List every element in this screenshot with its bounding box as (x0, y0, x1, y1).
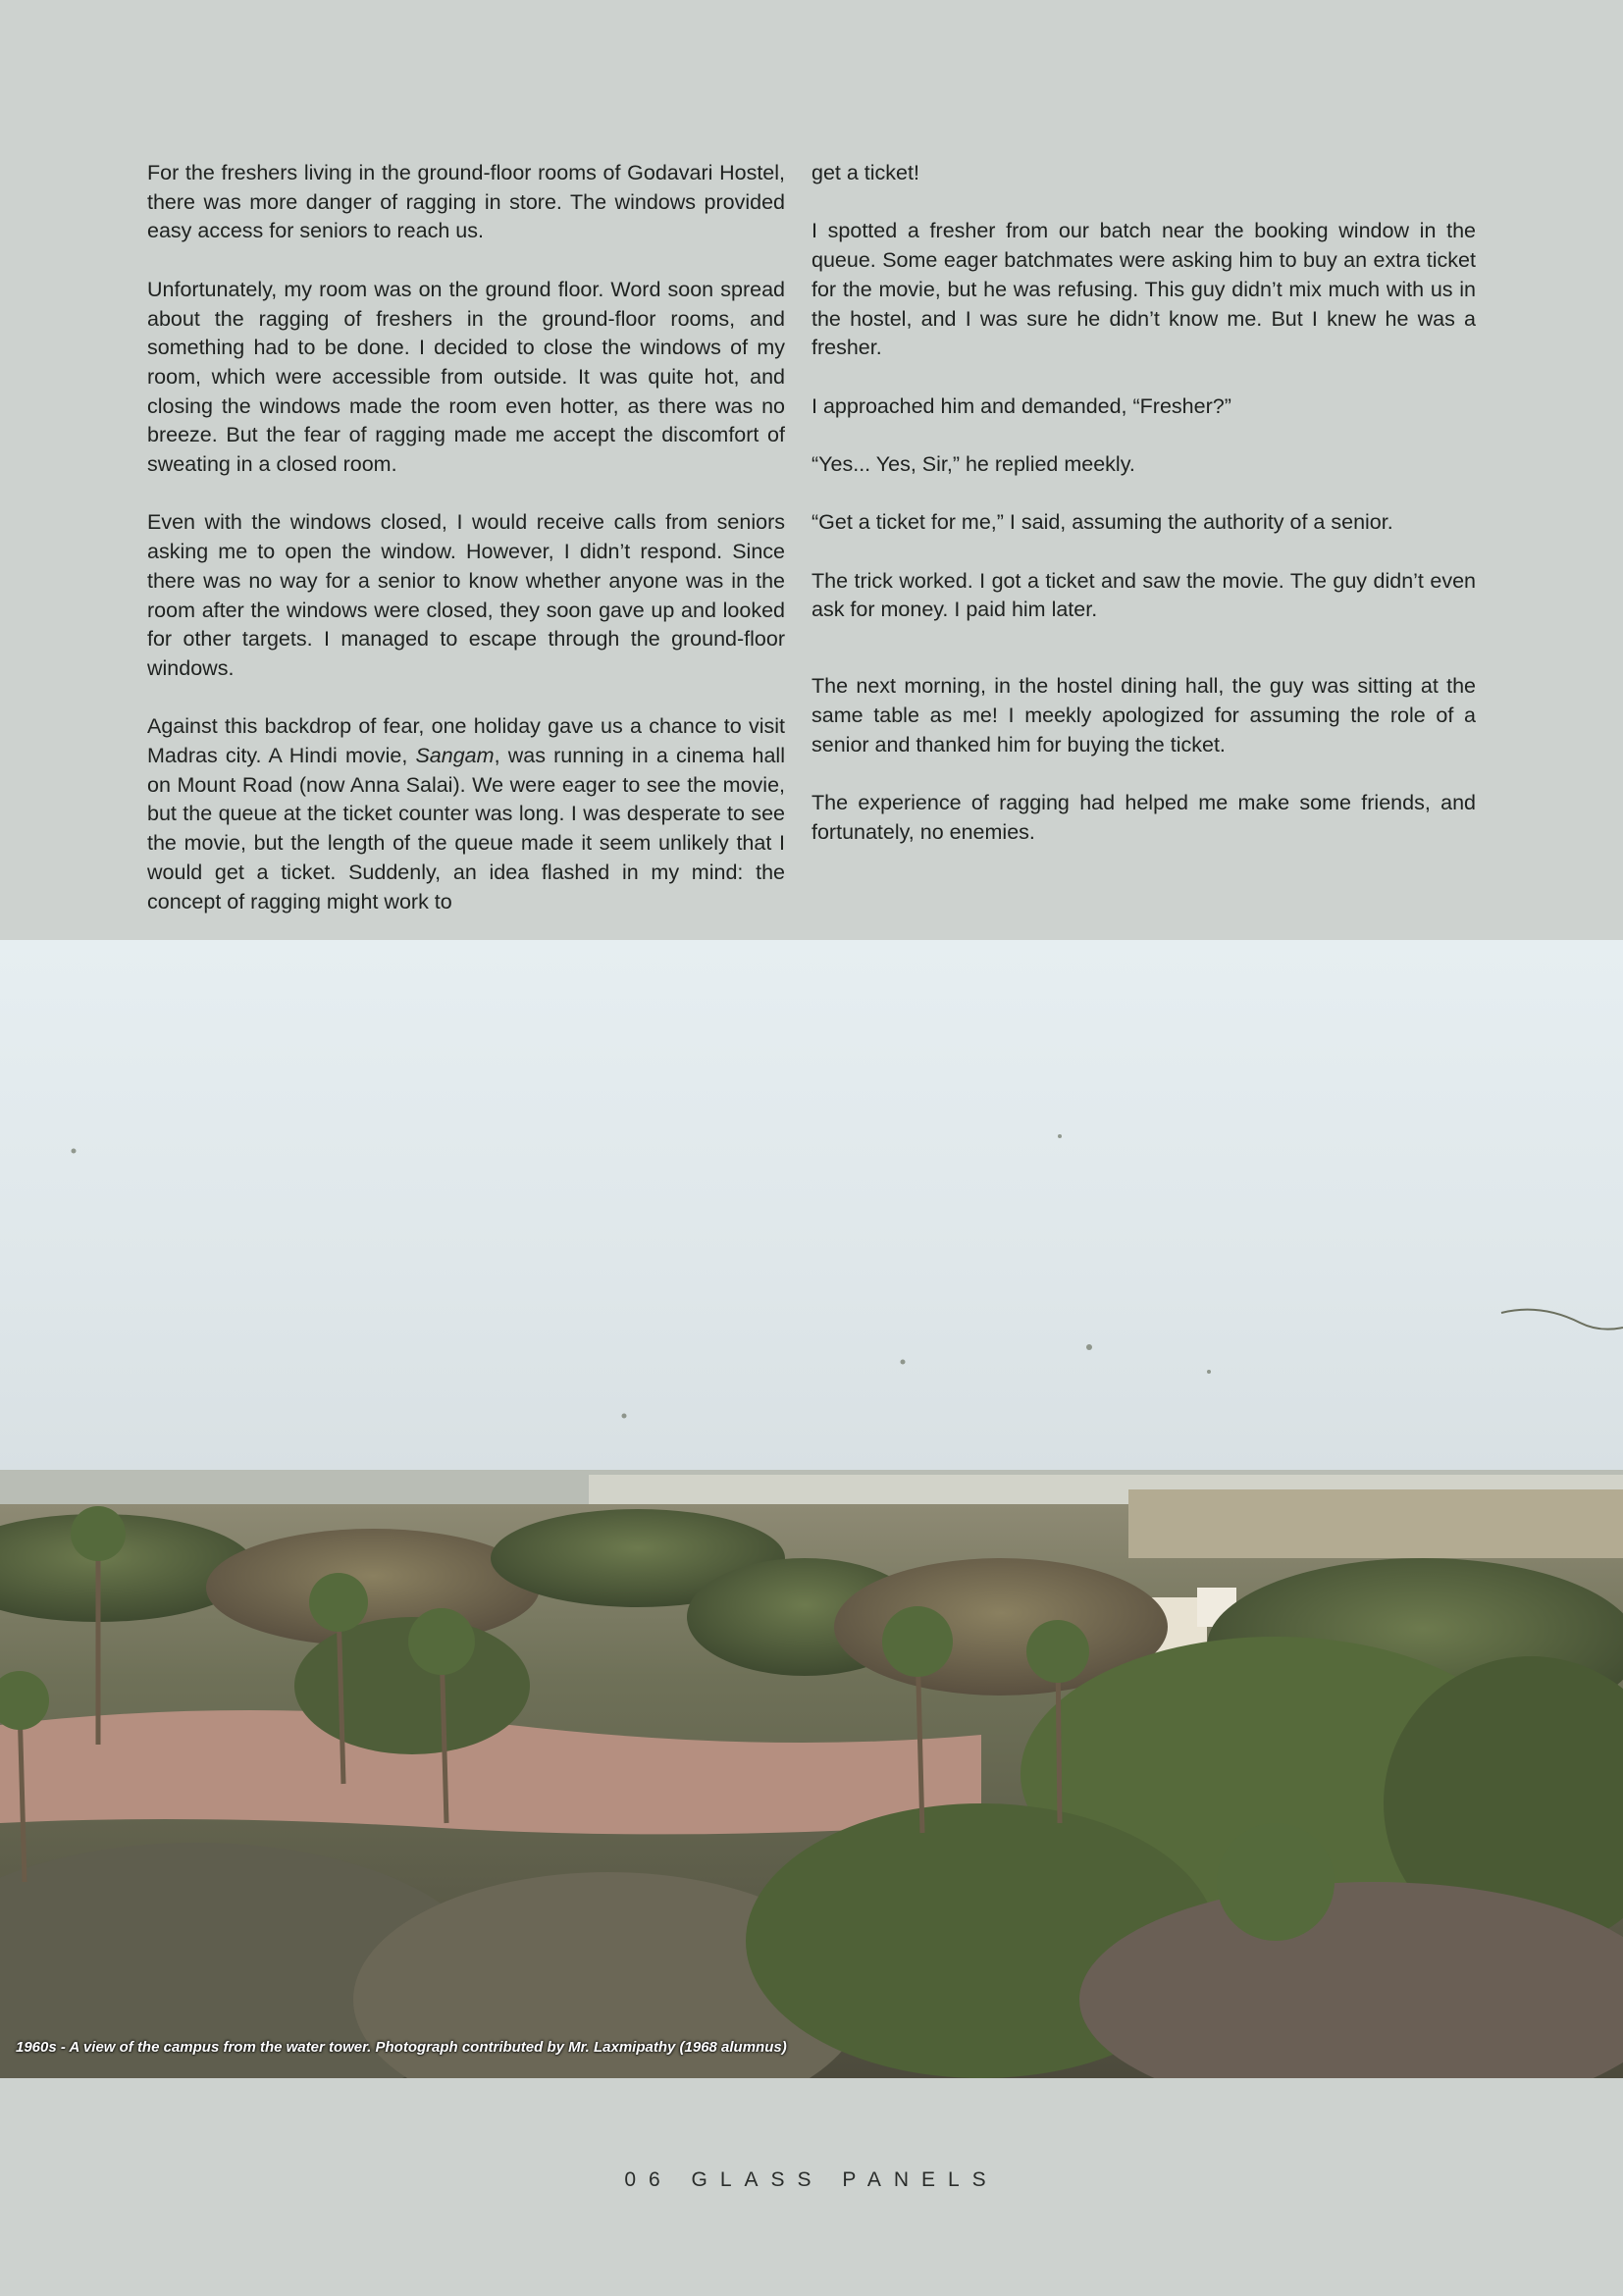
paragraph: I spotted a fresher from our batch near the booking window in the queue. Some eager batchmates were asking him to buy an extra ticket for the movie, but he was refusing. This guy didn’t mix much with us in the hostel, and I was sure he didn’t know me. But I knew he was a fresher. (812, 219, 1476, 360)
paragraph: The experience of ragging had helped me make some friends, and fortunately, no enemies. (812, 790, 1476, 844)
article-left-column (147, 159, 785, 946)
photo-caption: 1960s - A view of the campus from the water tower. Photograph contributed by Mr. Laxmipathy (1968 alumnus) (16, 2039, 787, 2056)
page-footer: 06 GLASS PANELS (624, 2168, 999, 2191)
paragraph: For the freshers living in the ground-floor rooms of Godavari Hostel, there was more danger of ragging in store. The windows provided easy access for seniors to reach us. (147, 161, 785, 243)
article-right-column (812, 159, 1476, 876)
paragraph: I approached him and demanded, “Fresher?” (812, 393, 1231, 418)
campus-photograph (0, 940, 1623, 2078)
paragraph: get a ticket! (812, 161, 919, 184)
paragraph: Even with the windows closed, I would receive calls from seniors asking me to open the window. However, I didn’t respond. Since there was no way for a senior to know whether anyone was in the room after the windows were closed, they soon gave up and looked for other targets. I managed to escape through the ground-floor windows. (147, 510, 785, 680)
paragraph: Unfortunately, my room was on the ground floor. Word soon spread about the ragging of freshers in the ground-floor rooms, and something had to be done. I decided to close the windows of my room, which were accessible from outside. It was quite hot, and closing the windows made the room even hotter, as there was no breeze. But the fear of ragging made me accept the discomfort of sweating in a closed room. (147, 277, 785, 477)
paragraph: The trick worked. I got a ticket and saw the movie. The guy didn’t even ask for money. I paid him later. (812, 568, 1476, 622)
paragraph: “Yes... Yes, Sir,” he replied meekly. (812, 451, 1135, 476)
movie-title: Sangam (415, 744, 495, 768)
paragraph-text: , was running in a cinema hall on Mount Road (now Anna Salai). We were eager to see the movie, but the queue at the ticket counter was long. I was desperate to see the movie, but the length of the queue made it seem unlikely that I would get a ticket. Suddenly, an idea flashed in my mind: the concept of ragging might work to (147, 744, 785, 913)
paragraph: “Get a ticket for me,” I said, assuming the authority of a senior. (812, 510, 1393, 535)
paragraph-text: Against this backdrop of fear, one holiday gave us a chance to visit Madras city. A Hindi movie, (147, 714, 785, 768)
paragraph: The next morning, in the hostel dining hall, the guy was sitting at the same table as me! I meekly apologized for assuming the role of a senior and thanked him for buying the ticket. (812, 674, 1476, 757)
paragraph (147, 712, 785, 916)
